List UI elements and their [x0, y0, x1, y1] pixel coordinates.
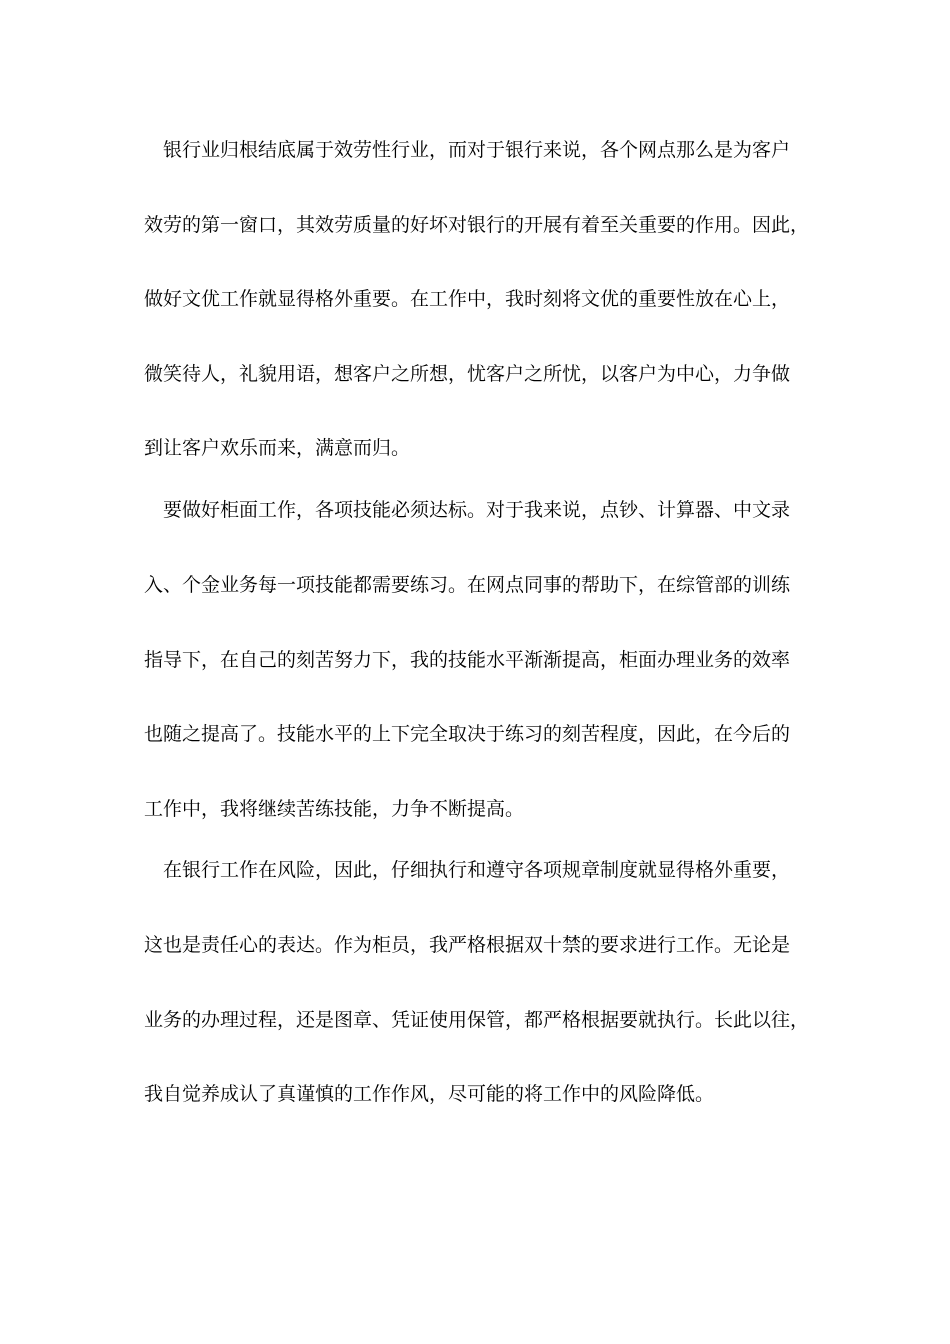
paragraph-2-line-5: 工作中，我将继续苦练技能，力争不断提高。: [144, 798, 525, 820]
paragraph-1-line-4: 微笑待人，礼貌用语，想客户之所想，忧客户之所忧，以客户为中心，力争做: [144, 363, 791, 385]
paragraph-1-line-1: 银行业归根结底属于效劳性行业，而对于银行来说，各个网点那么是为客户: [163, 139, 791, 161]
paragraph-1-line-5: 到让客户欢乐而来，满意而归。: [144, 437, 411, 459]
paragraph-2-line-2: 入、个金业务每一项技能都需要练习。在网点同事的帮助下，在综管部的训练: [144, 574, 791, 596]
paragraph-1-line-3: 做好文优工作就显得格外重要。在工作中，我时刻将文优的重要性放在心上，: [144, 288, 791, 310]
paragraph-3-line-4: 我自觉养成认了真谨慎的工作作风，尽可能的将工作中的风险降低。: [144, 1083, 715, 1105]
paragraph-3-line-2: 这也是责任心的表达。作为柜员，我严格根据双十禁的要求进行工作。无论是: [144, 934, 791, 956]
paragraph-2-line-1: 要做好柜面工作，各项技能必须达标。对于我来说，点钞、计算器、中文录: [163, 499, 791, 521]
paragraph-3-line-1: 在银行工作在风险，因此，仔细执行和遵守各项规章制度就显得格外重要，: [163, 859, 791, 881]
paragraph-2-line-4: 也随之提高了。技能水平的上下完全取决于练习的刻苦程度，因此，在今后的: [144, 723, 791, 745]
paragraph-2-line-3: 指导下，在自己的刻苦努力下，我的技能水平渐渐提高，柜面办理业务的效率: [144, 649, 791, 671]
paragraph-3-line-3: 业务的办理过程，还是图章、凭证使用保管，都严格根据要就执行。长此以往，: [144, 1009, 810, 1031]
paragraph-1-line-2: 效劳的第一窗口，其效劳质量的好坏对银行的开展有着至关重要的作用。因此，: [144, 214, 810, 236]
